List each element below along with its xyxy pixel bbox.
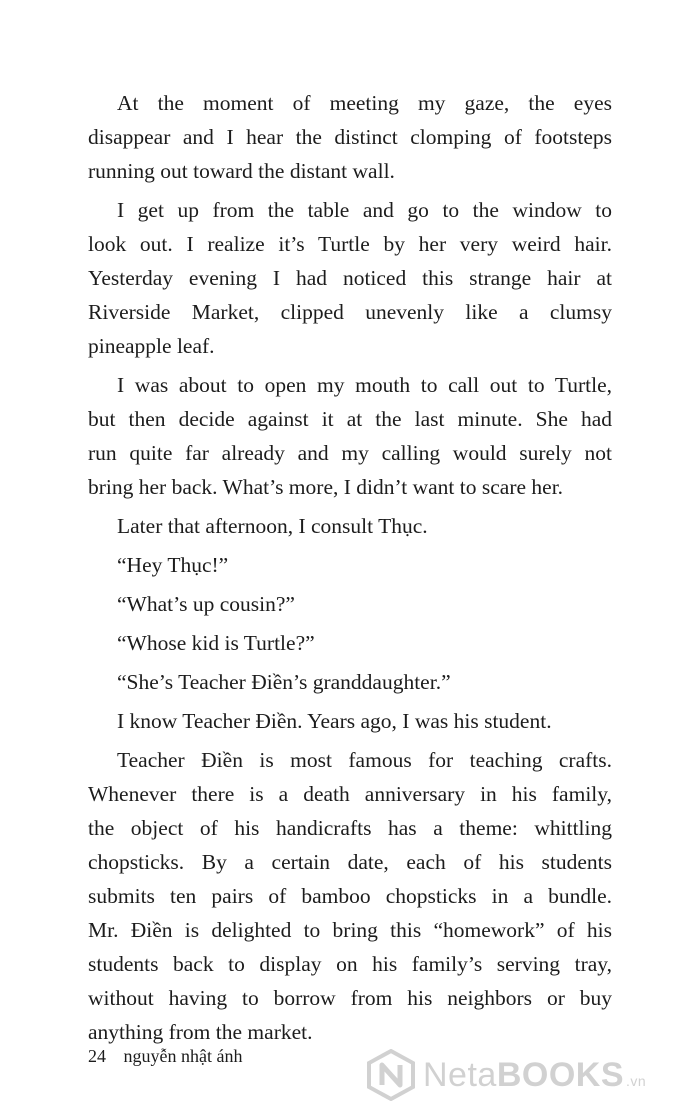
text-line: “She’s Teacher Điền’s granddaughter.” bbox=[117, 670, 451, 694]
page-number: 24 bbox=[88, 1046, 106, 1066]
page-body bbox=[88, 86, 612, 1054]
text-line: the object of his handicrafts has a theme: whittling bbox=[88, 816, 612, 840]
text-line: Mr. Điền is delighted to bring this “homework” of his bbox=[88, 918, 612, 942]
text-line: running out toward the distant wall. bbox=[88, 159, 395, 183]
text-line: I get up from the table and go to the window to bbox=[117, 198, 612, 222]
netabooks-logo-icon bbox=[365, 1049, 417, 1101]
text-line: “What’s up cousin?” bbox=[117, 592, 295, 616]
text-line: chopsticks. By a certain date, each of his students bbox=[88, 850, 612, 874]
paragraph bbox=[88, 587, 612, 621]
text-line: but then decide against it at the last minute. She had bbox=[88, 407, 612, 431]
paragraph bbox=[88, 743, 612, 1049]
text-line: At the moment of meeting my gaze, the eyes bbox=[117, 91, 612, 115]
text-line: look out. I realize it’s Turtle by her very weird hair. bbox=[88, 232, 612, 256]
text-line: without having to borrow from his neighbors or buy bbox=[88, 986, 612, 1010]
text-line: Later that afternoon, I consult Thục. bbox=[117, 514, 428, 538]
text-line: pineapple leaf. bbox=[88, 334, 215, 358]
text-line: students back to display on his family’s serving tray, bbox=[88, 952, 612, 976]
paragraph bbox=[88, 548, 612, 582]
text-line: I was about to open my mouth to call out to Turtle, bbox=[117, 373, 612, 397]
text-line: bring her back. What’s more, I didn’t want to scare her. bbox=[88, 475, 564, 499]
paragraph bbox=[88, 368, 612, 504]
paragraph bbox=[88, 626, 612, 660]
paragraph bbox=[88, 665, 612, 699]
text-line: “Whose kid is Turtle?” bbox=[117, 631, 315, 655]
text-line: I know Teacher Điền. Years ago, I was his student. bbox=[117, 709, 552, 733]
watermark bbox=[365, 1049, 695, 1101]
watermark-text-a: Neta bbox=[423, 1055, 497, 1094]
text-line: Riverside Market, clipped unevenly like a clumsy bbox=[88, 300, 612, 324]
text-line: Yesterday evening I had noticed this strange hair at bbox=[88, 266, 612, 290]
text-line: disappear and I hear the distinct clomping of footsteps bbox=[88, 125, 612, 149]
author-name: nguyễn nhật ánh bbox=[123, 1046, 243, 1066]
text-line: run quite far already and my calling would surely not bbox=[88, 441, 612, 465]
watermark-text-b: BOOKS bbox=[496, 1055, 625, 1094]
paragraph bbox=[88, 509, 612, 543]
watermark-text bbox=[423, 1056, 646, 1095]
text-line: Whenever there is a death anniversary in his family, bbox=[88, 782, 612, 806]
text-line: “Hey Thục!” bbox=[117, 553, 229, 577]
text-line: Teacher Điền is most famous for teaching crafts. bbox=[117, 748, 612, 772]
watermark-suffix: .vn bbox=[626, 1072, 647, 1089]
paragraph bbox=[88, 704, 612, 738]
text-line: submits ten pairs of bamboo chopsticks in a bundle. bbox=[88, 884, 612, 908]
text-line: anything from the market. bbox=[88, 1020, 313, 1044]
paragraph bbox=[88, 86, 612, 188]
page-footer bbox=[88, 1044, 242, 1068]
paragraph bbox=[88, 193, 612, 363]
